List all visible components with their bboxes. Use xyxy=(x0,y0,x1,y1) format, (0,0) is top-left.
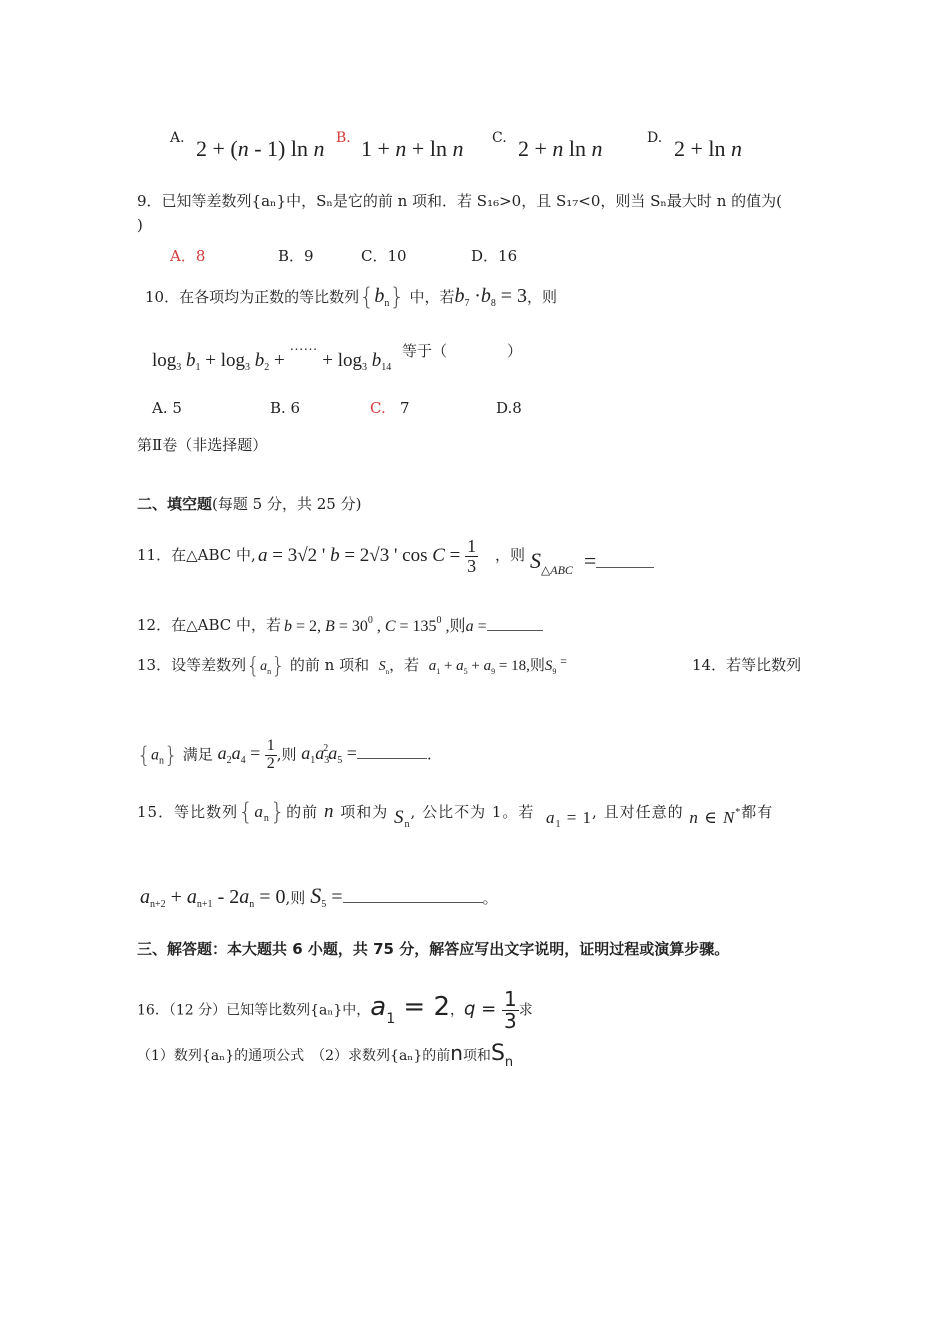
q12-stem: 12．在△ABC 中，若 xyxy=(137,616,282,634)
q10-option-b: B. 6 xyxy=(270,399,301,417)
solve-section-title: 三、解答题：本大题共 6 小题，共 75 分，解答应写出文字说明，证明过程或演算步骤。 xyxy=(137,940,730,958)
q10-option-c: C. 7 xyxy=(370,399,410,417)
q12-expr: b = 2, $B = 30^0$ , $C = 135^0$ ,则a = xyxy=(284,613,543,636)
q8-option-c-label: C. xyxy=(492,130,507,146)
q11-stem: 11．在△ABC 中, xyxy=(137,546,256,564)
q9-stem-close: ) xyxy=(137,216,143,234)
q15-recurrence: $a_{n+2} + a_{n+1} - 2a_n = 0$,则 $S_5$ = 。 xyxy=(140,883,498,910)
q10-option-d: D.8 xyxy=(496,399,522,417)
q11-area: $S_{\triangle ABC}$ = xyxy=(530,548,654,578)
q14-body: $\{a_n\}$ 满足 $a_2a_4$ = $\frac{1}{2}$ ,则 $a_1a_3^2a_5$ = . xyxy=(137,737,432,772)
q9-stem: 9．已知等差数列{aₙ}中，Sₙ是它的前 n 项和．若 S₁₆>0，且 S₁₇<0，则当 Sₙ最大时 n 的值为( xyxy=(137,192,782,210)
section2-title: 第Ⅱ卷（非选择题） xyxy=(137,436,268,454)
q13-stem: 13．设等差数列$\{a_n\}$ 的前 n 项和 $S_n$，若 $a_1 + a_5 + a_9 = 18$,则$S_9$ = xyxy=(137,654,567,679)
q8-option-b-expr: 1 + n + ln n xyxy=(361,136,464,161)
q9-option-a: A．8 xyxy=(170,247,206,265)
q8-option-b-label: B. xyxy=(336,130,351,146)
q9-option-c: C．10 xyxy=(361,247,407,265)
q8-option-c-expr: 2 + n ln n xyxy=(518,136,603,161)
fill-section-title: 二、填空题(每题 5 分，共 25 分) xyxy=(137,495,362,513)
q8-option-a-expr: 2 + (n - 1) ln n xyxy=(196,136,325,161)
q10-close: ） xyxy=(507,342,523,360)
q9-option-d: D．16 xyxy=(471,247,518,265)
q10-equals: 等于（ xyxy=(402,342,448,360)
q8-option-d-expr: 2 + ln n xyxy=(674,136,743,161)
q15-stem: 15．等比数列$\{a_n\}$的前 n 项和为 $S_n$, 公比不为 1。若 $a_1 = 1$, 且对任意的 n ∈ N*都有 xyxy=(137,798,774,830)
q9-option-b: B．9 xyxy=(278,247,314,265)
q10-stem: 10．在各项均为正数的等比数列$\{b_n\}$ 中，若$b_7 \cdot b_8 = 3$，则 xyxy=(145,283,557,311)
q10-log-expr: $\log_3 b_1 + \log_3 b_2 + ^{\cdot\cdot\cdot\cdot\cdot\cdot} + \log_3 b_{14}$ xyxy=(152,343,392,373)
q8-option-a-label: A. xyxy=(170,130,185,146)
q16-stem: 16．（12 分）已知等比数列{aₙ}中，$a_1 = 2$，q = $\frac{1}{3}$ 求 xyxy=(137,987,533,1033)
q11-expr: a = 3√2 ' b = 2√3 ' cos C = $\frac{1}{3}$ xyxy=(258,536,477,576)
q14-stem: 14．若等比数列 xyxy=(692,656,802,674)
q16-parts: （1）数列{aₙ}的通项公式 （2）求数列{aₙ}的前n项和Sn xyxy=(137,1041,514,1070)
q10-option-a: A. 5 xyxy=(152,399,182,417)
q11-then: ，则 xyxy=(495,546,526,564)
q8-option-d-label: D. xyxy=(647,130,663,146)
